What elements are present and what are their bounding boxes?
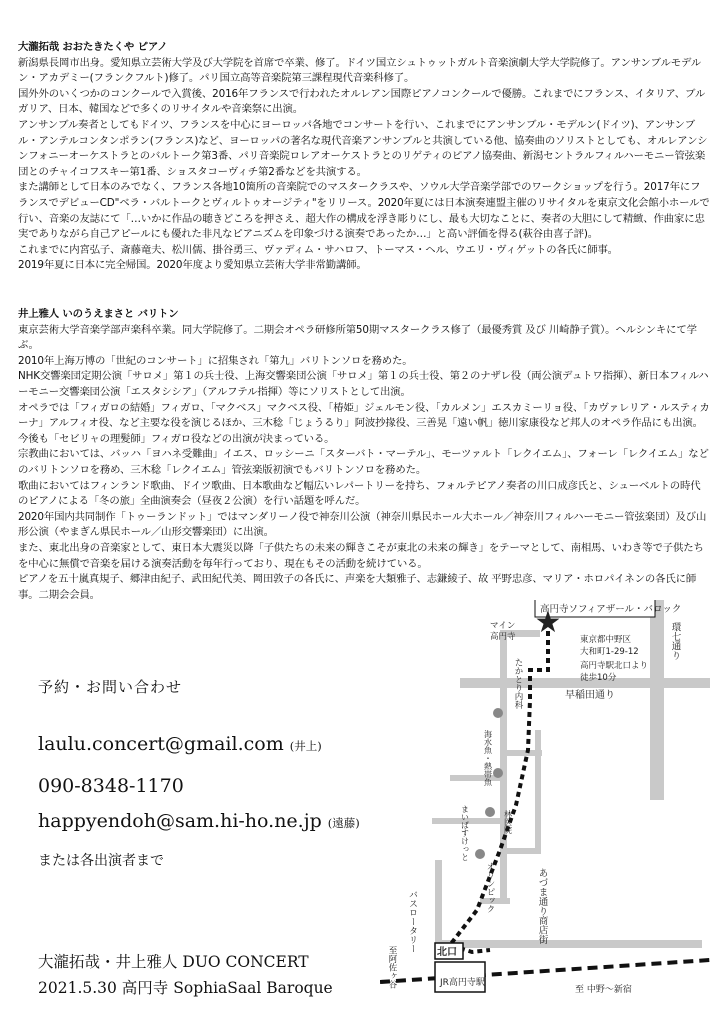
landmark-label: 海水魚・熱帯魚: [483, 730, 493, 786]
landmark-dot: [493, 768, 503, 778]
landmark-dot: [485, 807, 495, 817]
star-icon: ★: [534, 605, 562, 640]
bio-paragraph: NHK交響楽団定期公演「サロメ」第１の兵士役、上海交響楽団公演「サロメ」第１の兵士役、第２のナザレ役（両公演デュトワ指揮）、新日本フィルハーモニー交響楽団公演「エスタシシア」（アルフテル指揮）等にソリストとして出演。: [18, 370, 709, 398]
landmark-label: 高円寺: [490, 632, 516, 642]
kannana-road: [650, 600, 664, 800]
baritone-name: 井上雅人 いのうえまさと バリトン: [18, 308, 179, 320]
other-contact-note: または各出演者まで: [38, 853, 164, 869]
bio-paragraph: 新潟県長岡市出身。愛知県立芸術大学及び大学院を首席で卒業、修了。ドイツ国立シュトゥットガルト音楽演劇大学大学院修了。アンサンブルモデルン・アカデミー(フランクフルト)修了。パリ国立高等音楽院第三課程現代音楽科修了。: [18, 56, 701, 85]
email-contact-inoue[interactable]: [38, 733, 322, 755]
landmark-dot: [475, 849, 485, 859]
direction-label: 至阿佐ヶ谷: [387, 946, 397, 989]
venue-name: 高円寺ソフィアザール・バロック: [540, 604, 682, 615]
landmark-label: マイン: [490, 621, 516, 631]
landmark-label: 林医院: [503, 810, 513, 834]
pianist-name: 大瀧拓哉 おおたきたくや ピアノ: [18, 41, 168, 53]
bio-paragraph: また講師として日本のみでなく、フランス各地10箇所の音楽院でのマスタークラスや、ソウル大学音楽学部でのワークショップを行う。2017年にフランスでデビューCD"ベラ・バルトークとヴィルトゥオージティ"をリリース。2020年夏には日本演奏連盟主催のリサイタルを東京文化会館小ホールで行い、音楽の友誌にて「…いかに作品の聴きどころを押さえ、超大作の構成を浮き彫りにし、最も大切なことに、奏者の大胆にして精緻、作曲家に忠実でありながら自己アピールにも優れた非凡なピアニズムを印象づける演奏であったか…」と高い評価を得る(萩谷由喜子評)。: [18, 181, 710, 241]
direction-label: 至 中野〜新宿: [575, 985, 632, 995]
landmark-label: オリンピック: [485, 862, 495, 913]
bio-paragraph: 国外外のいくつかのコンクールで入賞後、2016年フランスで行われたオルレアン国際ピアノコンクールで優勝。これまでにフランス、イタリア、ブルガリア、日本、韓国などで多くのリサイタルや音楽祭に出演。: [18, 87, 706, 116]
contact-name: (遠藤): [327, 816, 360, 830]
street-label: あづま通り商店街: [536, 868, 548, 944]
landmark-label: まいばすけっと: [460, 805, 470, 861]
station-exit: 北口: [437, 947, 457, 958]
email-address[interactable]: happyendoh@sam.hi-ho.ne.jp: [38, 810, 322, 832]
pianist-bio: [18, 40, 710, 274]
bio-paragraph: また、東北出身の音楽家として、東日本大震災以降「子供たちの未来の輝きこそが東北の未来の輝き」をテーマとして、南相馬、いわき等で子供たちを中心に無償で音楽を届ける演奏活動を毎年行っており、現在もその活動を続けている。: [18, 541, 704, 570]
landmark-dot: [493, 708, 503, 718]
baritone-bio: [18, 307, 710, 603]
road-label: 早稲田通り: [565, 690, 615, 701]
access-map: [380, 600, 710, 1010]
bio-paragraph: オペラでは「フィガロの結婚」フィガロ、「マクベス」マクベス役、「椿姫」ジェルモン役、「カルメン」エスカミーリョ役、「カヴァレリア・ルスティカーナ」アルフィオ役、など主要な役を演じるほか、三木稔「じょうるり」阿波抄掾役、三善晃「遠い帆」徳川家康役など邦人のオペラ作品にも出演。今後も「セビリャの理髪師」フィガロ役などの出演が決まっている。: [18, 401, 710, 445]
phone-number[interactable]: 090-8348-1170: [38, 775, 184, 797]
address-line: 東京都中野区: [580, 635, 632, 645]
contact-name: (井上): [289, 739, 322, 753]
bio-paragraph: 2010年上海万博の「世紀のコンサート」に招集され「第九」バリトンソロを務めた。: [18, 354, 413, 367]
landmark-label: たかとり内科: [513, 658, 523, 709]
bio-paragraph: 2019年夏に日本に完全帰国。2020年度より愛知県立芸術大学非常勤講師。: [18, 259, 367, 272]
bio-paragraph: 宗教曲においては、バッハ「ヨハネ受難曲」イエス、ロッシーニ「スターバト・マーテル」、モーツァルト「レクイエム」、フォーレ「レクイエム」などのバリトンソロを務め、三木稔「レクイエム」管弦楽版初演でもバリトンソロを務めた。: [18, 448, 709, 476]
address-line: 大和町1-29-12: [580, 647, 639, 657]
jr-line: [380, 960, 710, 982]
station-label: JR高円寺駅: [440, 978, 485, 988]
access-line: 徒歩10分: [580, 673, 617, 683]
email-address[interactable]: laulu.concert@gmail.com: [38, 733, 284, 755]
concert-date-venue: 2021.5.30 高円寺 SophiaSaal Baroque: [38, 979, 333, 997]
bio-paragraph: 2020年国内共同制作「トゥーランドット」ではマンダリーノ役で神奈川公演（神奈川県民ホール大ホール／神奈川フィルハーモニー管弦楽団）及び山形公演（やまぎん県民ホール／山形交響楽団）に出演。: [18, 510, 707, 539]
bio-paragraph: アンサンブル奏者としてもドイツ、フランスを中心にヨーロッパ各地でコンサートを行い、これまでにアンサンブル・モデルン(ドイツ)、アンサンブル・アンテルコンタンポラン(フランス)など、ヨーロッパの著名な現代音楽アンサンブルと共演している他、協奏曲のソリストとしても、オルレアンシンフォニーオーケストラとのバルトーク第3番、パリ音楽院ロレアオーケストラとのリゲティのピアノ協奏曲、新潟セントラルフィルハーモニー管弦楽団とのチャイコフスキー第1番、ショスタコーヴィチ第2番などを共演する。: [18, 118, 708, 178]
concert-title: 大瀧拓哉・井上雅人 DUO CONCERT: [38, 953, 309, 971]
bio-paragraph: ピアノを五十嵐真規子、郷津由紀子、武田紀代美、岡田敦子の各氏に、声楽を大類雅子、志鎌綾子、故 平野忠彦、マリア・ホロパイネンの各氏に師事。二期会会員。: [18, 573, 697, 601]
road-label: 環七通り: [669, 622, 681, 660]
bio-paragraph: 東京芸術大学音楽学部声楽科卒業。同大学院修了。二期会オペラ研修所第50期マスタークラス修了（最優秀賞 及び 川崎静子賞）。ヘルシンキにて学ぶ。: [18, 323, 697, 352]
email-contact-endo[interactable]: [38, 810, 360, 832]
access-line: 高円寺駅北口より: [580, 661, 649, 671]
bio-paragraph: これまでに内宮弘子、斎藤竜夫、松川儒、掛谷勇三、ヴァディム・サハロフ、トーマス・ヘル、ウエリ・ヴィゲットの各氏に師事。: [18, 243, 618, 256]
contact-title: 予約・お問い合わせ: [38, 678, 183, 696]
bio-paragraph: 歌曲においてはフィンランド歌曲、ドイツ歌曲、日本歌曲など幅広いレパートリーを持ち、フォルテピアノ奏者の川口成彦氏と、シューベルトの時代のピアノによる「冬の旅」全曲演奏会（昼夜２公演）を行い話題を呼んだ。: [18, 479, 701, 508]
landmark-label: バスロータリー: [407, 890, 417, 953]
roads: [432, 600, 710, 950]
